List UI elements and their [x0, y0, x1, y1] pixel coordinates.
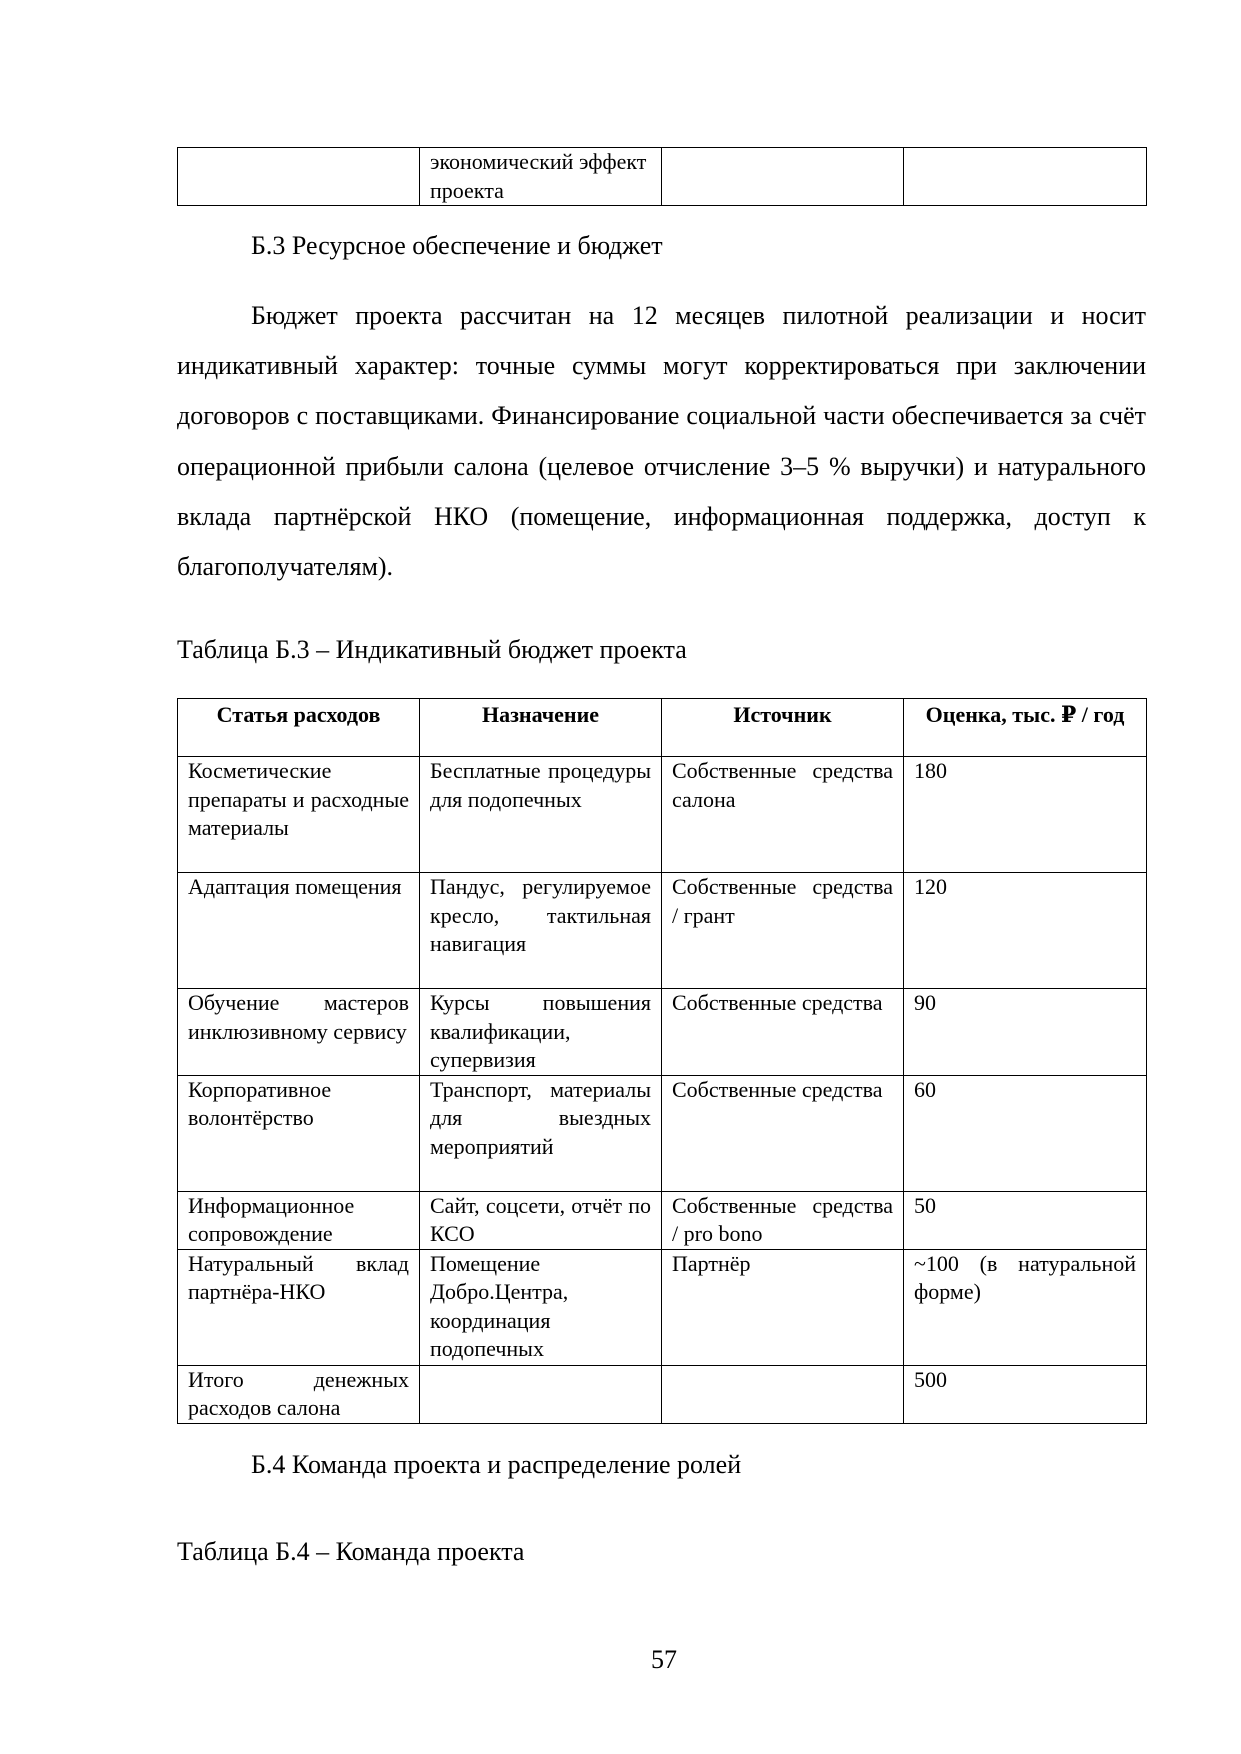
top-table-continuation: [177, 147, 1147, 206]
table-cell: Косметические препараты и расходные материалы: [178, 757, 420, 873]
column-header: Статья расходов: [178, 699, 420, 757]
table-cell: Собственные средства салона: [662, 757, 904, 873]
table-cell: Сайт, соцсети, отчёт по КСО: [420, 1191, 662, 1249]
table-cell: Партнёр: [662, 1249, 904, 1365]
table-cell: 120: [904, 873, 1147, 989]
table-cell: Натуральный вклад партнёра-НКО: [178, 1249, 420, 1365]
table-cell: 50: [904, 1191, 1147, 1249]
table-row: [178, 1249, 1147, 1365]
column-header: Источник: [662, 699, 904, 757]
table-row: [178, 1075, 1147, 1191]
table-cell: 180: [904, 757, 1147, 873]
table-cell: Информационное сопровождение: [178, 1191, 420, 1249]
section-heading-b4: Б.4 Команда проекта и распределение ролей: [251, 1450, 742, 1479]
table-cell: Собственные средства: [662, 1075, 904, 1191]
section-heading-b3: Б.3 Ресурсное обеспечение и бюджет: [251, 231, 663, 260]
table-caption-b3: Таблица Б.3 – Индикативный бюджет проекта: [177, 635, 687, 664]
table-row: [178, 873, 1147, 989]
column-header: Назначение: [420, 699, 662, 757]
table-row: [178, 989, 1147, 1076]
table-cell: [420, 1365, 662, 1423]
table-row: [178, 757, 1147, 873]
table-cell: Корпоративное волонтёрство: [178, 1075, 420, 1191]
table-cell: Собственные средства: [662, 989, 904, 1076]
table-cell: Пандус, регулируемое кресло, тактильная навигация: [420, 873, 662, 989]
table-cell: 90: [904, 989, 1147, 1076]
page-number: 57: [651, 1645, 677, 1674]
budget-table: [177, 698, 1147, 1424]
table-row: [178, 148, 1147, 206]
table-cell: Бесплатные процедуры для подопечных: [420, 757, 662, 873]
table-header-row: [178, 699, 1147, 757]
table-cell: Помещение Добро.Центра, координация подопечных: [420, 1249, 662, 1365]
section-paragraph: [177, 291, 1146, 592]
table-cell: Собственные средства / грант: [662, 873, 904, 989]
paragraph-text: Бюджет проекта рассчитан на 12 месяцев пилотной реализации и носит индикативный характер: точные суммы могут корректироваться при заключении договоров с поставщиками. Финансирование социальной части обеспечивается за счёт операционной прибыли салона (целевое отчисление 3–5 % выручки) и натурального вклада партнёрской НКО (помещение, информационная поддержка, доступ к благополучателям).: [177, 301, 1146, 582]
table-cell: ~100 (в натуральной форме): [904, 1249, 1147, 1365]
table-cell: 60: [904, 1075, 1147, 1191]
table-cell: Итого денежных расходов салона: [178, 1365, 420, 1423]
table-cell: Адаптация помещения: [178, 873, 420, 989]
table-cell: 500: [904, 1365, 1147, 1423]
column-header: Оценка, тыс. ₽ / год: [904, 699, 1147, 757]
table-row: [178, 1191, 1147, 1249]
table-cell: [662, 1365, 904, 1423]
table-cell: Курсы повышения квалификации, супервизия: [420, 989, 662, 1076]
table-row-total: [178, 1365, 1147, 1423]
table-cell: [904, 148, 1147, 206]
table-cell: экономический эффект проекта: [420, 148, 662, 206]
table-cell: [178, 148, 420, 206]
table-cell: Собственные средства / pro bono: [662, 1191, 904, 1249]
table-caption-b4: Таблица Б.4 – Команда проекта: [177, 1537, 525, 1566]
table-cell: Транспорт, материалы для выездных мероприятий: [420, 1075, 662, 1191]
table-cell: [662, 148, 904, 206]
table-cell: Обучение мастеров инклюзивному сервису: [178, 989, 420, 1076]
